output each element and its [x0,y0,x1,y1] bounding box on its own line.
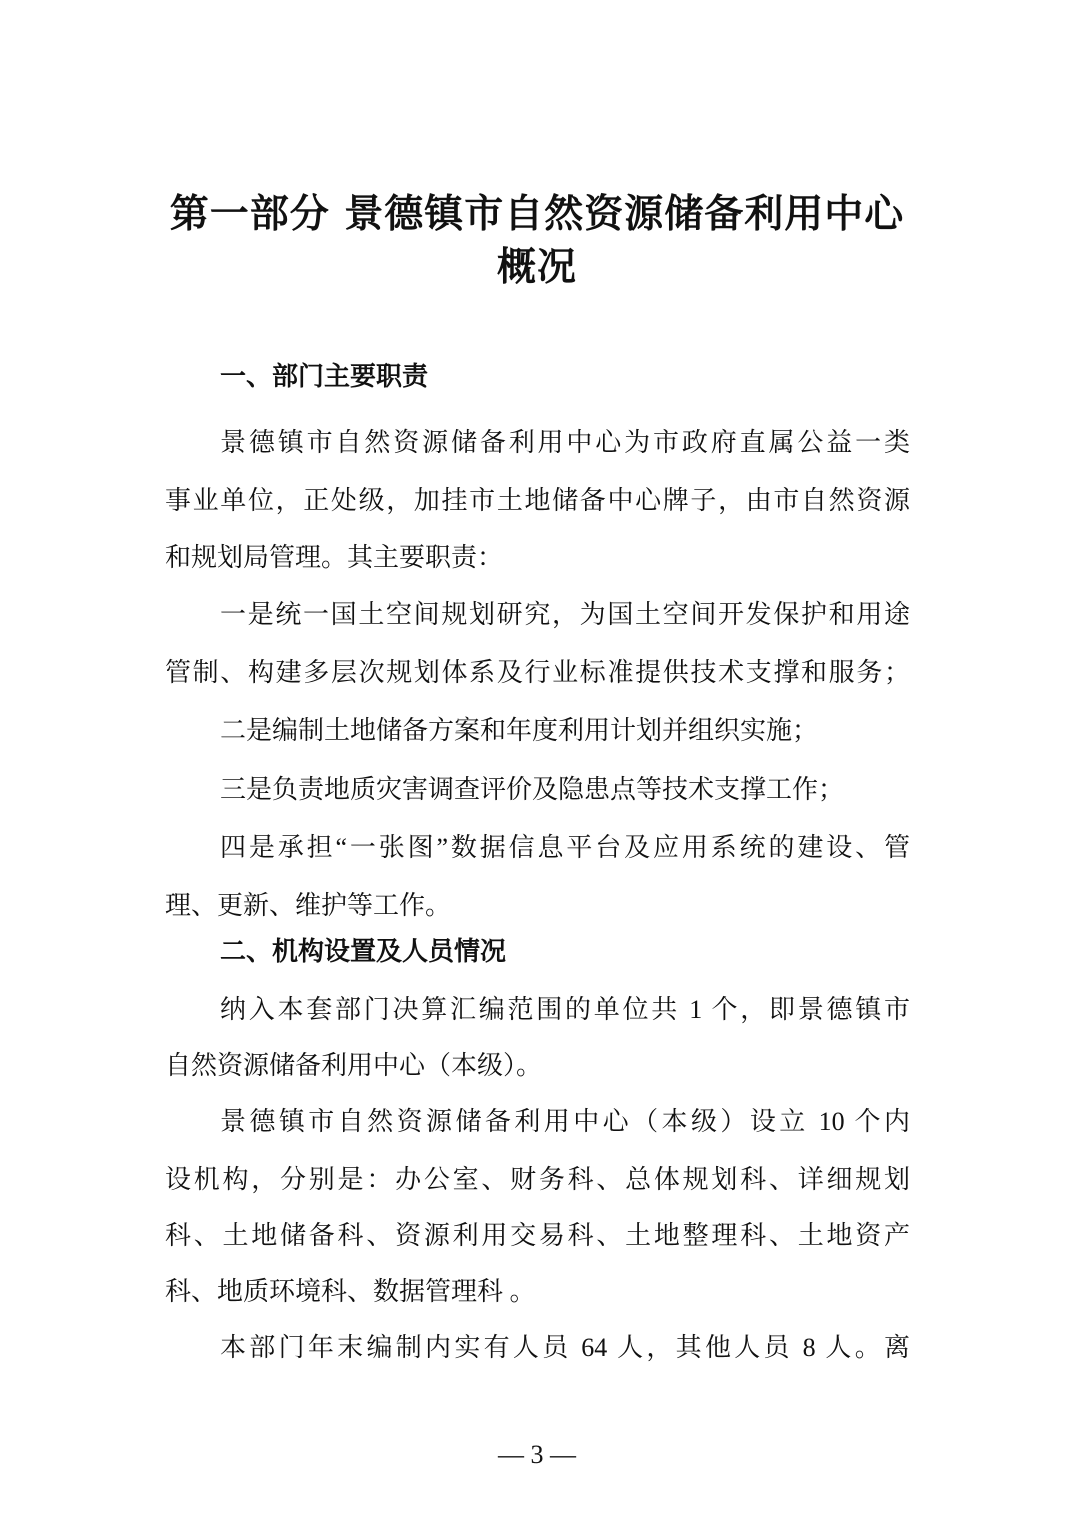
paragraph-line: 一是统一国土空间规划研究，为国土空间开发保护和用途 [220,600,910,629]
paragraph-line: 纳入本套部门决算汇编范围的单位共 1 个，即景德镇市 [220,995,910,1024]
paragraph-line: 景德镇市自然资源储备利用中心（本级）设立 10 个内 [220,1107,910,1136]
paragraph-line: 二是编制土地储备方案和年度利用计划并组织实施； [220,716,819,745]
paragraph-line: 管制、构建多层次规划体系及行业标准提供技术支撑和服务； [165,658,910,687]
section-heading-duties: 一、部门主要职责 [220,362,429,392]
paragraph-line: 四是承担“一张图”数据信息平台及应用系统的建设、管 [220,833,910,862]
paragraph-line: 景德镇市自然资源储备利用中心为市政府直属公益一类 [220,428,910,457]
section-heading-organization: 二、机构设置及人员情况 [220,937,507,967]
paragraph-line: 自然资源储备利用中心（本级）。 [165,1051,543,1080]
paragraph-line: 事业单位，正处级，加挂市土地储备中心牌子，由市自然资源 [165,486,910,515]
paragraph-line: 和规划局管理。其主要职责： [165,543,504,572]
paragraph-line: 理、更新、维护等工作。 [165,891,452,920]
paragraph-line: 科、地质环境科、数据管理科 。 [165,1277,536,1306]
document-title-line2: 概况 [496,245,577,290]
paragraph-line: 三是负责地质灾害调查评价及隐患点等技术支撑工作； [220,775,845,804]
page-number: — 3 — [498,1440,576,1469]
paragraph-line: 本部门年末编制内实有人员 64 人，其他人员 8 人。离 [220,1333,910,1362]
paragraph-line: 科、土地储备科、资源利用交易科、土地整理科、土地资产 [165,1221,910,1250]
paragraph-line: 设机构，分别是：办公室、财务科、总体规划科、详细规划 [165,1165,910,1194]
document-title-line1: 第一部分 景德镇市自然资源储备利用中心 [169,192,905,237]
